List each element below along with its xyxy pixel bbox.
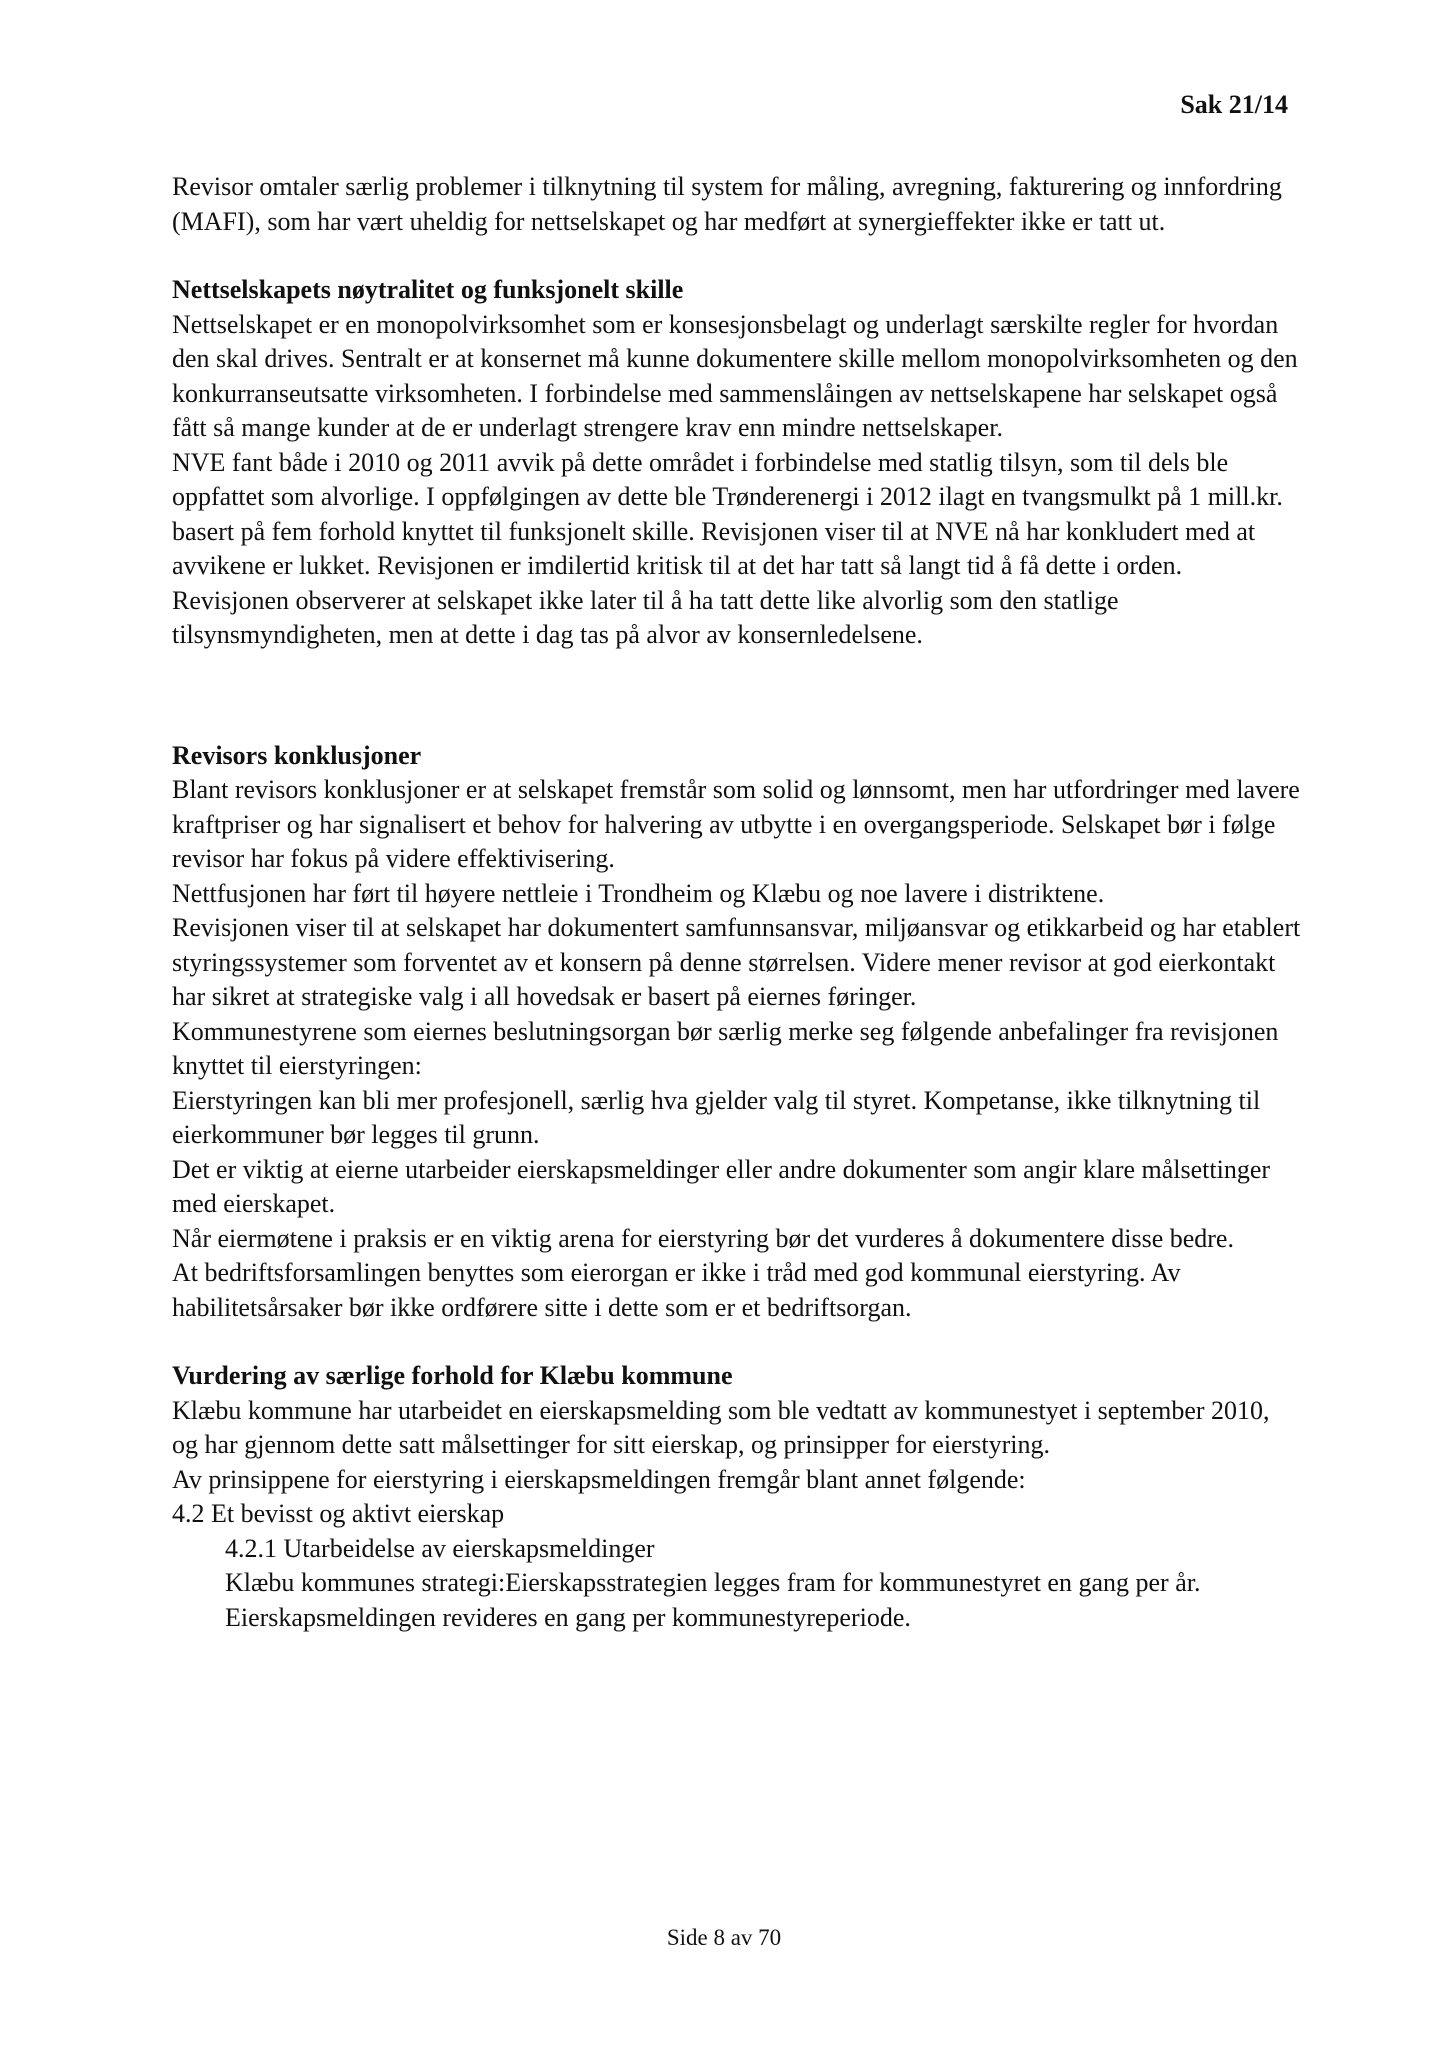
section-heading-conclusions: Revisors konklusjoner xyxy=(172,740,422,770)
section3-paragraph: 4.2 Et bevisst og aktivt eierskap xyxy=(172,1499,505,1528)
section2-paragraph: Revisjonen viser til at selskapet har dokumentert samfunnsansvar, miljøansvar og etikkarbeid og har etablert styringssystemer som forventet av et konsern på denne størrelsen. Videre mener revisor at god eierkontakt har sikret at strategiske valg i all hovedsak er basert på eiernes føringer. xyxy=(172,913,1301,1011)
spacer xyxy=(172,239,1302,273)
section-heading-neutrality: Nettselskapets nøytralitet og funksjonelt skille xyxy=(172,275,684,304)
intro-paragraph: Revisor omtaler særlig problemer i tilknytning til system for måling, avregning, fakturering og innfordring (MAFI), som har vært uheldig for nettselskapet og har medført at synergieffekter ikke er tatt ut. xyxy=(172,172,1282,236)
case-number: Sak 21/14 xyxy=(1180,90,1288,119)
section2-paragraph: Nettfusjonen har ført til høyere nettleie i Trondheim og Klæbu og noe lavere i distriktene. xyxy=(172,878,1105,908)
section2-paragraph: Blant revisors konklusjoner er at selskapet fremstår som solid og lønnsomt, men har utfordringer med lavere kraftpriser og har signalisert et behov for halvering av utbytte i en overgangsperiode. Selskapet bør i følge revisor har fokus på videre effektivisering. xyxy=(172,775,1300,873)
section2-paragraph: Når eiermøtene i praksis er en viktig arena for eierstyring bør det vurderes å dokumentere disse bedre. xyxy=(172,1223,1234,1253)
section3-paragraph: Klæbu kommune har utarbeidet en eierskapsmelding som ble vedtatt av kommunestyet i september 2010, og har gjennom dette satt målsettinger for sitt eierskap, og prinsipper for eierstyring. xyxy=(172,1395,1270,1459)
subsection-title: 4.2.1 Utarbeidelse av eierskapsmeldinger xyxy=(225,1533,655,1563)
section2-paragraph: Eierstyringen kan bli mer profesjonell, særlig hva gjelder valg til styret. Kompetanse, ikke tilknytning til eierkommuner bør legges til grunn. xyxy=(172,1085,1261,1149)
section1-paragraph: Nettselskapet er en monopolvirksomhet som er konsesjonsbelagt og underlagt særskilte regler for hvordan den skal drives. Sentralt er at konsernet må kunne dokumentere skille mellom monopolvirksomheten og den konkurranseutsatte virksomheten. I forbindelse med sammenslåingen av nettselskapene har selskapet også fått så mange kunder at de er underlagt strengere krav enn mindre nettselskaper. xyxy=(172,309,1298,442)
spacer xyxy=(172,1325,1302,1359)
spacer xyxy=(172,653,1302,739)
document-body xyxy=(172,170,1302,1635)
section3-paragraph: Av prinsippene for eierstyring i eierskapsmeldingen fremgår blant annet følgende: xyxy=(172,1464,1026,1494)
section2-paragraph: Kommunestyrene som eiernes beslutningsorgan bør særlig merke seg følgende anbefalinger fra revisjonen knyttet til eierstyringen: xyxy=(172,1016,1279,1080)
section2-paragraph: Det er viktig at eierne utarbeider eierskapsmeldinger eller andre dokumenter som angir klare målsettinger med eierskapet. xyxy=(172,1154,1271,1218)
section-heading-klaebu: Vurdering av særlige forhold for Klæbu kommune xyxy=(172,1361,733,1390)
section2-paragraph: At bedriftsforsamlingen benyttes som eierorgan er ikke i tråd med god kommunal eierstyring. Av habilitetsårsaker bør ikke ordførere sitte i dette som er et bedriftsorgan. xyxy=(172,1258,1181,1322)
subsection-paragraph: Klæbu kommunes strategi:Eierskapsstrategien legges fram for kommunestyret en gang per år. Eierskapsmeldingen revideres en gang per kommunestyreperiode. xyxy=(225,1568,1201,1632)
section1-paragraph: NVE fant både i 2010 og 2011 avvik på dette området i forbindelse med statlig tilsyn, som til dels ble oppfattet som alvorlige. I oppfølgingen av dette ble Trønderenergi i 2012 ilagt en tvangsmulkt på 1 mill.kr. basert på fem forhold knyttet til funksjonelt skille. Revisjonen viser til at NVE nå har konkludert med at avvikene er lukket. Revisjonen er imdilertid kritisk til at det har tatt så langt tid å få dette i orden. Revisjonen observerer at selskapet ikke later til å ha tatt dette like alvorlig som den statlige tilsynsmyndigheten, men at dette i dag tas på alvor av konsernledelsene. xyxy=(172,447,1283,649)
page-number: Side 8 av 70 xyxy=(666,1925,782,1950)
